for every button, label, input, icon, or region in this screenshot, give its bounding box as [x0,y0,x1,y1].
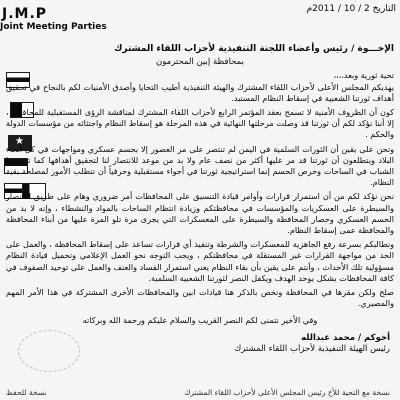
footer-copy-note: نسخة مع التحية للأخ رئيس المجلس الأعلى لأحزاب اللقاء المشترك [184,388,390,397]
letter-header [0,0,400,40]
paragraph: كون أن الظروف الأمنية لا تسمح بعقد المؤتمر الرابع لأحزاب اللقاء المشترك لمناقشة الرؤى المستقبلية للمحافظة ، إلا أننا نؤكد لكم أن ثورتنا قد وصلت مرحلتها النهائية في هذه المرحلة هو إسقاط النظام واجتثاثه من مؤسسات الدولة والحكم . [6,107,394,140]
letter-heading: الإخـــوة / رئيس وأعضاء اللجنة التنفيذية لأحزاب اللقاء المشترك [114,44,394,54]
paragraph: نحن نؤكد لكم من أن استمرار قرارات وأوامر قيادة التنسيق على المحافظات أمر ضروري وهام على طريق الانتصار والسيطرة على العسكريات والمؤسسات في محافظتكم وزيادة انتظام الساحات بالمواد والنشطاء ، وإنه لا بد من الحسم العسكري وحصار المحافظة والسيطرة على المعسكرات التي يجرى مرة تلو المرة عليها من أبناء المحافظة والمحافظة عمى إسقاط النظام. [6,191,394,236]
paragraph: صلح ولكن مقرها في المحافظة ونخص بالذكر هنا قيادات ابين والمحافظات الأخرى المشتركة في هذا الأمر المهم والمصيري. [6,287,394,309]
letter-date: التاريخ 2 / 10 / 2011م [306,4,396,14]
letter-body [6,44,394,382]
letter-salutation: تحية ثورية وبعد،،،، [333,71,394,81]
signature-name: أخوكم / محمد عبدالله [301,333,390,343]
signature-title: رئيس الهيئة التنفيذية لأحزاب اللقاء المشترك [234,344,390,354]
letter-closing: وفي الأخير نتمنى لكم النصر القريب والسلام عليكم ورحمة الله وبركاته [82,315,318,326]
logo-subtitle: Joint Meeting Parties [0,22,107,32]
letter-recipient-city: بمحافظة إبين المحترمون [156,57,244,68]
logo-title: J.M.P [2,6,48,22]
stamp-icon [18,330,80,372]
paragraph: يهديكم المجلس الأعلى لأحزاب اللقاء المشترك والهيئة التنفيذية أطيب التحايا وأصدق الأمنيات لكم بالنجاح في تحقيق أهداف ثورتنا الشعبية في إسقاط النظام المستبد. [6,81,394,103]
paragraph: ونطالبكم بسرعة رفع الجاهزية للمعسكرات والشرطة وتنفيذ أي قرارات تساعد على إسقاط المحافظة ، والعمل على الحد من مواجهة القرارات غير المستقلة في محافظتكم ، ويجب التوجه نحو العمل الإعلامي وتحميل قيادة النظام مسؤولية تلك الأحداث ، وأنتم على يقين بأن بقاء النظام يعني استمرار الفساد والعنف والعمل على توحيد الصفوف في كافة المحافظات بشكل يوحد الهدف ويكفل النصر لثورتنا الشعبية السلمية. [6,239,394,283]
jmp-logo [0,6,150,38]
signature-block [150,333,390,373]
paragraph: وتحن على يقين أن الثورات السلمية في اليمن لم تنتصر على مر العصور إلا بحسم عسكري ومواجهات في كل أنحاء البلاد ويتطلعون أن ثورتنا قد مر عليها أكثر من نصف عام ولا بد من موعد للانتصار لنا لتحقيق أهدافها كما ترسمها الشباب في الساحات وحرص الحسم إنما استراتيجية ثورتنا في أجواء مستقبلية وحرفياً أن تتطلب الأمور لمصلحة بقية النظام. [6,143,394,188]
footer-archive-note: نسخة للحفظ [6,388,47,397]
